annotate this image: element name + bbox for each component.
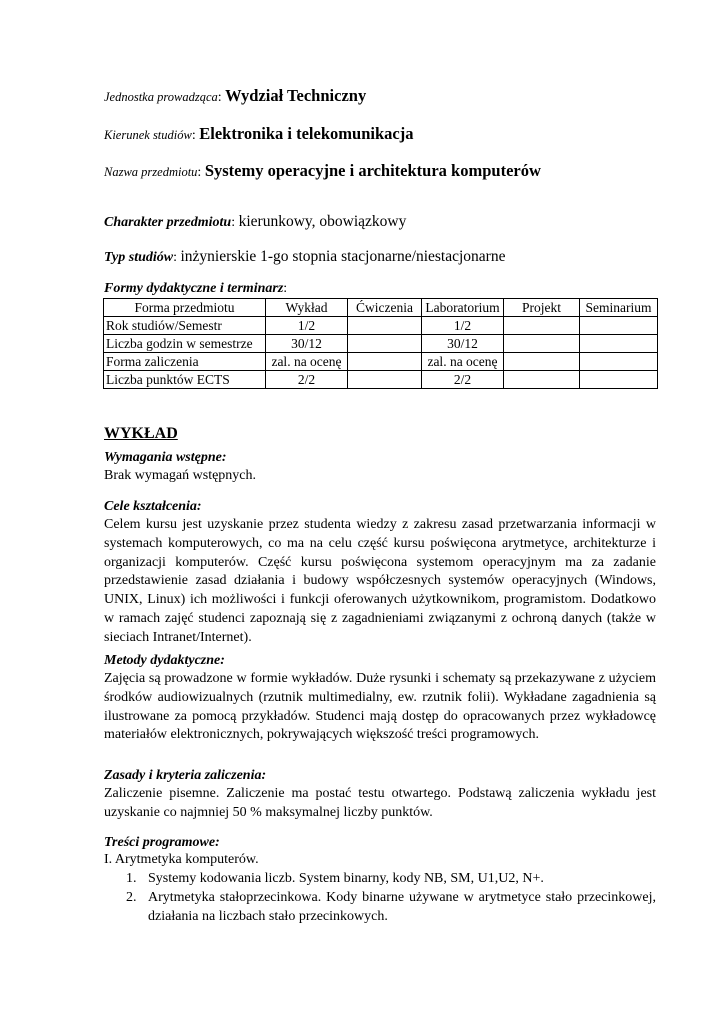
- field-value: Elektronika i telekomunikacja: [199, 124, 414, 143]
- content-list: [104, 870, 656, 930]
- table-cell: [348, 371, 422, 389]
- unit-label: Jednostka prowadząca: [104, 90, 218, 104]
- list-item-text: Arytmetyka stałoprzecinkowa. Kody binarne używane w arytmetyce stało przecinkowej, działania na liczbach stało przecinkowych.: [148, 890, 656, 924]
- rules-heading: Zasady i kryteria zaliczenia:: [104, 768, 267, 783]
- subject-label: Nazwa przedmiotu: [104, 165, 198, 179]
- table-cell: 1/2: [422, 317, 504, 335]
- content-heading: Treści programowe:: [104, 835, 220, 850]
- lecture-title: WYKŁAD: [104, 425, 178, 442]
- list-item-number: 1.: [126, 871, 137, 886]
- table-cell: Liczba punktów ECTS: [104, 371, 266, 389]
- table-cell: [580, 371, 658, 389]
- table-header-row: [104, 299, 658, 317]
- goals-heading: Cele kształcenia:: [104, 499, 202, 514]
- content-section: I. Arytmetyka komputerów.: [104, 852, 259, 867]
- table-header-cell: Wykład: [266, 299, 348, 317]
- table-header-cell: Laboratorium: [422, 299, 504, 317]
- rules-text: Zaliczenie pisemne. Zaliczenie ma postać testu otwartego. Podstawą zaliczenia wykładu jest uzyskanie co najmniej 50 % maksymalnej liczby punktów.: [104, 786, 656, 820]
- type-value: inżynierskie 1-go stopnia stacjonarne/niestacjonarne: [180, 248, 506, 265]
- table-cell: Liczba godzin w semestrze: [104, 335, 266, 353]
- table-cell: zal. na ocenę: [422, 353, 504, 371]
- character-line: Charakter przedmiotu: kierunkowy, obowiązkowy: [104, 213, 407, 230]
- table-cell: [504, 317, 580, 335]
- table-header-cell: Projekt: [504, 299, 580, 317]
- type-line: Typ studiów: inżynierskie 1-go stopnia stacjonarne/niestacjonarne: [104, 248, 506, 265]
- subject-line: Nazwa przedmiotu: Systemy operacyjne i architektura komputerów: [104, 161, 541, 180]
- table-cell: 2/2: [422, 371, 504, 389]
- character-value: kierunkowy, obowiązkowy: [238, 213, 407, 230]
- table-cell: 30/12: [266, 335, 348, 353]
- table-cell: 2/2: [266, 371, 348, 389]
- table-header-cell: Ćwiczenia: [348, 299, 422, 317]
- methods-text: Zajęcia są prowadzone w formie wykładów. Duże rysunki i schematy są przekazywane z użyciem środków audiowizualnych (rzutnik multimedialny, ew. rzutnik folii). Wykładane zagadnienia są ilustrowane za pomocą przykładów. Studenci mają dostęp do opracowanych przez wykładowcę materiałów elektronicznych, pokrywających większość treści programowych.: [104, 671, 656, 743]
- list-item-number: 2.: [126, 890, 137, 905]
- table-cell: 30/12: [422, 335, 504, 353]
- forms-label: Formy dydaktyczne i terminarz: [104, 281, 284, 296]
- unit-line: Jednostka prowadząca: Wydział Techniczny: [104, 86, 367, 105]
- table-cell: [348, 353, 422, 371]
- methods-heading: Metody dydaktyczne:: [104, 653, 225, 668]
- table-cell: [504, 335, 580, 353]
- table-header-cell: Seminarium: [580, 299, 658, 317]
- table-row: [104, 353, 658, 371]
- prereq-text: Brak wymagań wstępnych.: [104, 468, 257, 483]
- table-cell: [580, 335, 658, 353]
- table-row: [104, 317, 658, 335]
- table-cell: [580, 317, 658, 335]
- table-cell: zal. na ocenę: [266, 353, 348, 371]
- table-cell: [348, 317, 422, 335]
- table-row: [104, 335, 658, 353]
- list-item-text: Systemy kodowania liczb. System binarny, kody NB, SM, U1,U2, N+.: [148, 871, 544, 886]
- table-header-cell: Forma przedmiotu: [104, 299, 266, 317]
- table-row: [104, 371, 658, 389]
- table-cell: [504, 371, 580, 389]
- table-cell: [348, 335, 422, 353]
- schedule-table: [103, 298, 658, 389]
- table-cell: 1/2: [266, 317, 348, 335]
- type-label: Typ studiów: [104, 250, 174, 265]
- field-line: Kierunek studiów: Elektronika i telekomunikacja: [104, 124, 414, 143]
- subject-value: Systemy operacyjne i architektura komputerów: [204, 161, 541, 180]
- goals-text: Celem kursu jest uzyskanie przez studenta wiedzy z zakresu zasad przetwarzania informacji w systemach komputerowych, co ma na celu część kursu poświęcona arytmetyce, architekturze i organizacji komputerów. Część kursu poświęcona systemom operacyjnym ma za zadanie przedstawienie zasad działania i budowy współczesnych systemów operacyjnych (Windows, UNIX, Linux) ich możliwości i funkcji oferowanych użytkownikom, programistom. Dodatkowo w ramach zajęć studenci zapoznają się z zagadnieniami związanymi z ochroną danych (także w sieciach Intranet/Internet).: [104, 517, 656, 645]
- table-cell: Forma zaliczenia: [104, 353, 266, 371]
- character-label: Charakter przedmiotu: [104, 215, 232, 230]
- field-label: Kierunek studiów: [104, 128, 192, 142]
- table-cell: [504, 353, 580, 371]
- unit-value: Wydział Techniczny: [225, 86, 367, 105]
- table-cell: [580, 353, 658, 371]
- forms-line: Formy dydaktyczne i terminarz:: [104, 281, 288, 296]
- prereq-heading: Wymagania wstępne:: [104, 450, 227, 465]
- table-cell: Rok studiów/Semestr: [104, 317, 266, 335]
